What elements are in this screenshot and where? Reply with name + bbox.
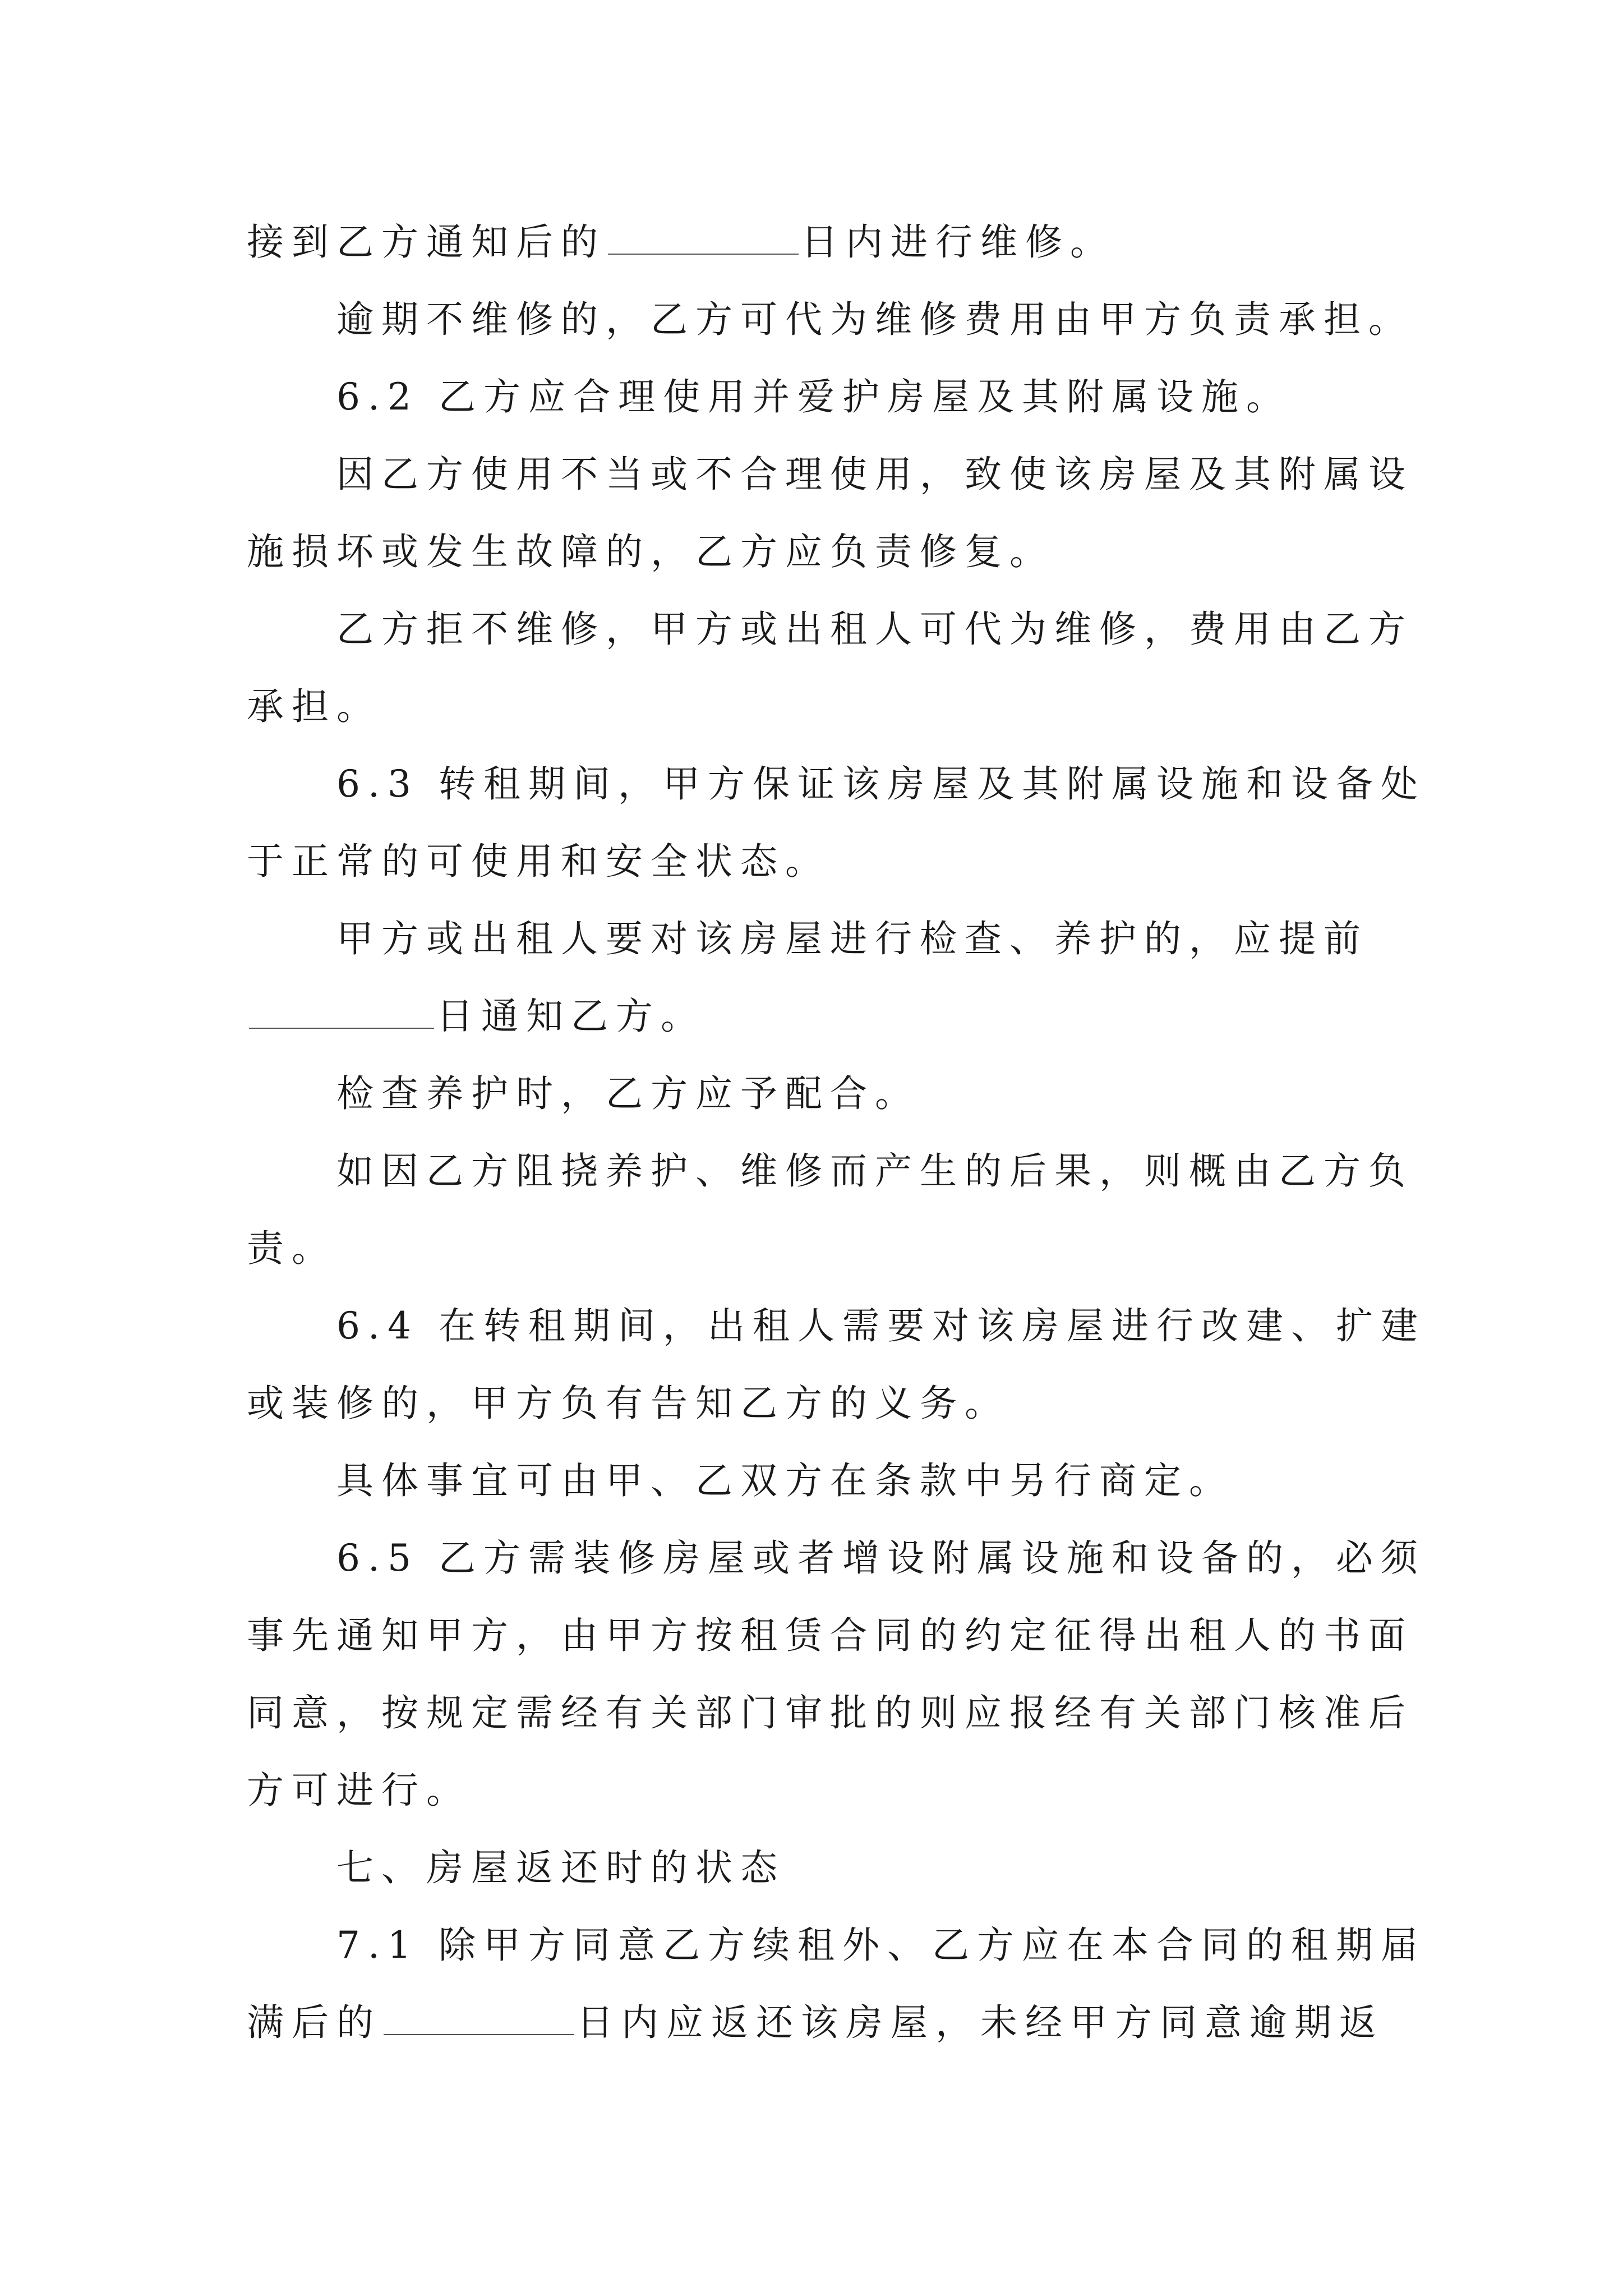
text-line: 6.2 乙方应合理使用并爱护房屋及其附属设施。 [336,375,1291,418]
text-segment: 日内应返还该房屋，未经甲方同意逾期返 [577,2001,1384,2044]
section-heading: 七、房屋返还时的状态 [336,1846,785,1889]
text-segment: 接到乙方通知后的 [247,220,606,264]
text-line: 7.1 除甲方同意乙方续租外、乙方应在本合同的租期届 [336,1924,1426,1967]
text-line: 施损坏或发生故障的，乙方应负责修复。 [247,530,1054,573]
text-line [247,220,1115,265]
text-line: 6.4 在转租期间，出租人需要对该房屋进行改建、扩建 [336,1304,1426,1347]
fill-in-blank [608,222,799,255]
text-line: 于正常的可使用和安全状态。 [247,840,830,883]
text-line: 责。 [247,1227,336,1270]
fill-in-blank [384,2003,574,2035]
text-line: 具体事宜可由甲、乙双方在条款中另行商定。 [336,1459,1234,1502]
text-line [247,994,706,1039]
text-line: 如因乙方阻挠养护、维修而产生的后果，则概由乙方负 [336,1149,1413,1193]
text-line [247,2000,1384,2045]
text-line: 方可进行。 [247,1769,471,1812]
text-line: 6.3 转租期间，甲方保证该房屋及其附属设施和设备处 [336,762,1426,806]
fill-in-blank [249,996,434,1029]
text-line: 同意，按规定需经有关部门审批的则应报经有关部门核准后 [247,1691,1413,1734]
text-line: 甲方或出租人要对该房屋进行检查、养护的，应提前 [336,917,1368,960]
text-segment: 日内进行维修。 [801,220,1115,264]
text-line: 6.5 乙方需装修房屋或者增设附属设施和设备的，必须 [336,1536,1426,1580]
text-line: 或装修的，甲方负有告知乙方的义务。 [247,1382,1009,1425]
text-line: 承担。 [247,685,381,728]
text-line: 因乙方使用不当或不合理使用，致使该房屋及其附属设 [336,453,1413,496]
text-line: 乙方拒不维修，甲方或出租人可代为维修，费用由乙方 [336,608,1413,651]
text-line: 事先通知甲方，由甲方按租赁合同的约定征得出租人的书面 [247,1614,1413,1657]
text-segment: 满后的 [247,2001,381,2044]
text-segment: 日通知乙方。 [436,995,706,1038]
text-line: 检查养护时，乙方应予配合。 [336,1072,920,1115]
text-line: 逾期不维修的，乙方可代为维修费用由甲方负责承担。 [336,298,1413,341]
